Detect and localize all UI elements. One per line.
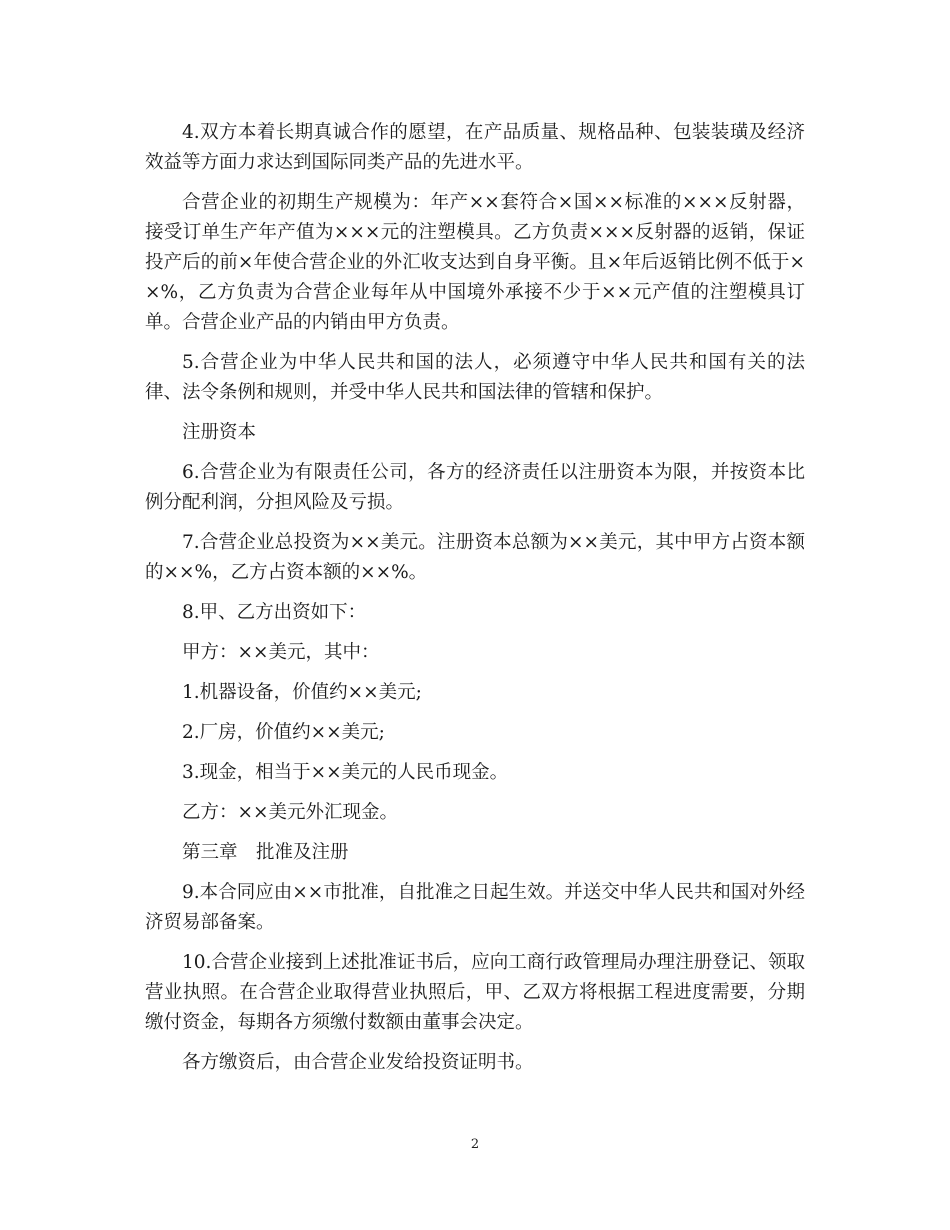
- paragraph-4: 4.双方本着长期真诚合作的愿望，在产品质量、规格品种、包装装璜及经济效益等方面力求达到国际同类产品的先进水平。: [145, 122, 805, 173]
- list-item-machinery: 1.机器设备，价值约××美元;: [182, 682, 422, 703]
- party-b-contribution: 乙方：××美元外汇现金。: [182, 802, 399, 823]
- page-number: 2: [470, 1137, 480, 1152]
- party-a-contribution: 甲方：××美元，其中：: [182, 642, 380, 663]
- paragraph-10: 10.合营企业接到上述批准证书后，应向工商行政管理局办理注册登记、领取营业执照。在合营企业取得营业执照后，甲、乙双方将根据工程进度需要，分期缴付资金，每期各方须缴付数额由董事会决定。: [145, 952, 805, 1033]
- paragraph-production-scale: 合营企业的初期生产规模为：年产××套符合×国××标准的×××反射器，接受订单生产年产值为×××元的注塑模具。乙方负责×××反射器的返销，保证投产后的前×年使合营企业的外汇收支达到自身平衡。且×年后返销比例不低于××%，乙方负责为合营企业每年从中国境外承接不少于××元产值的注塑模具订单。合营企业产品的内销由甲方负责。: [145, 192, 805, 333]
- chapter-heading-3: 第三章 批准及注册: [182, 842, 349, 863]
- list-item-cash: 3.现金，相当于××美元的人民币现金。: [182, 762, 509, 783]
- paragraph-5: 5.合营企业为中华人民共和国的法人，必须遵守中华人民共和国有关的法律、法令条例和规则，并受中华人民共和国法律的管辖和保护。: [145, 352, 805, 403]
- list-item-factory: 2.厂房，价值约××美元;: [182, 722, 385, 743]
- paragraph-investment-certificate: 各方缴资后，由合营企业发给投资证明书。: [182, 1052, 534, 1073]
- paragraph-6: 6.合营企业为有限责任公司，各方的经济责任以注册资本为限，并按资本比例分配利润，分担风险及亏损。: [145, 462, 805, 513]
- section-heading-registered-capital: 注册资本: [182, 422, 257, 443]
- paragraph-9: 9.本合同应由××市批准，自批准之日起生效。并送交中华人民共和国对外经济贸易部备案。: [145, 882, 805, 933]
- document-body: [145, 118, 805, 1088]
- paragraph-8: 8.甲、乙方出资如下：: [182, 602, 367, 623]
- paragraph-7: 7.合营企业总投资为××美元。注册资本总额为××美元，其中甲方占资本额的××%，乙方占资本额的××%。: [145, 532, 805, 583]
